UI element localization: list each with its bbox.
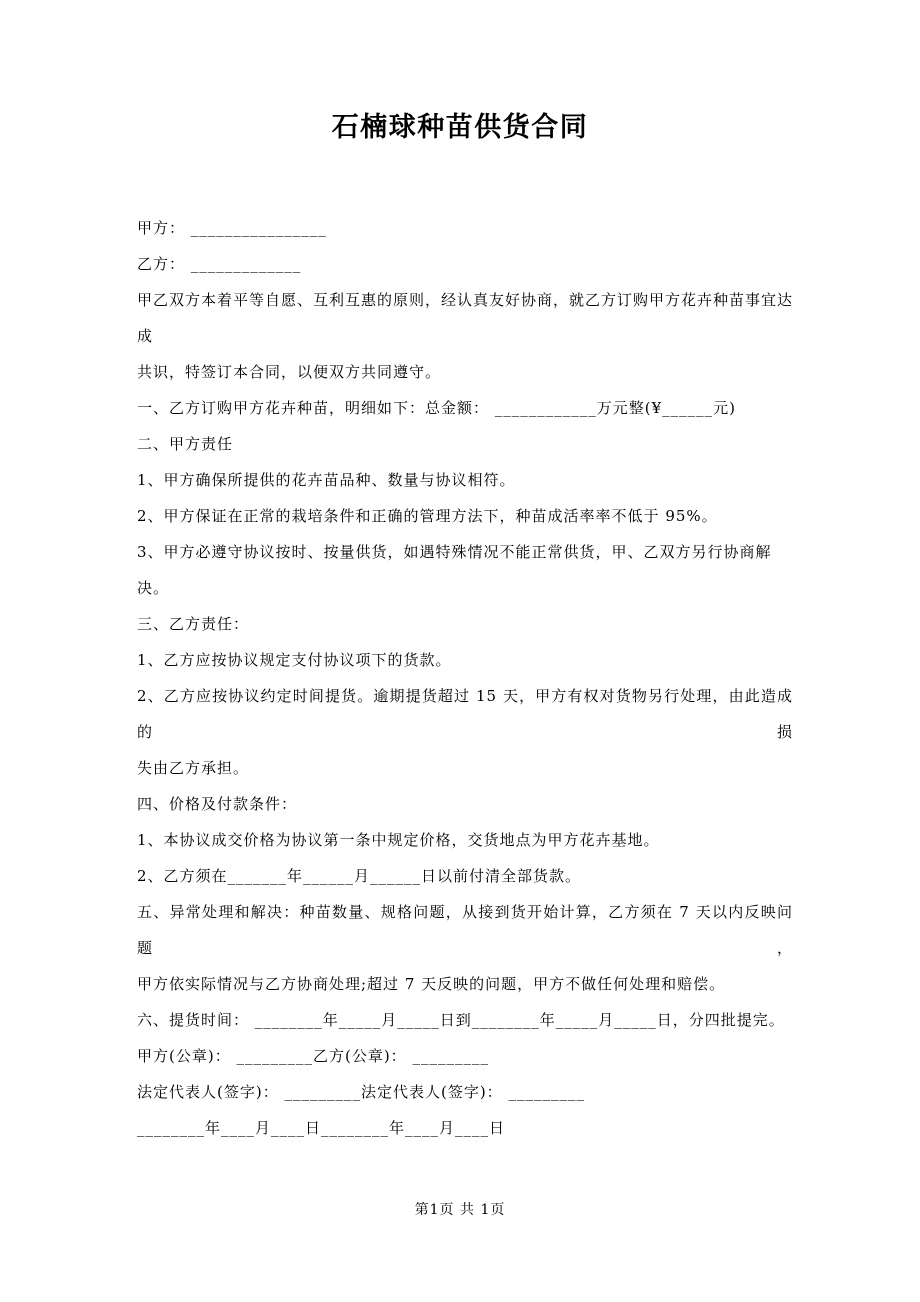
contract-line: 乙方： _____________ [137,255,302,273]
contract-line: 2、乙方须在_______年______月______日以前付清全部货款。 [137,867,582,885]
contract-line: 共识，特签订本合同，以便双方共同遵守。 [137,363,442,381]
contract-line: 3、甲方必遵守协议按时、按量供货，如遇特殊情况不能正常供货，甲、乙双方另行协商解决。 [137,543,772,597]
contract-line: 甲方依实际情况与乙方协商处理;超过 7 天反映的问题，甲方不做任何处理和赔偿。 [137,975,726,993]
contract-line: 三、乙方责任： [137,615,250,633]
contract-line: 二、甲方责任 [137,435,234,453]
contract-line: 甲乙双方本着平等自愿、互利互惠的原则，经认真友好协商，就乙方订购甲方花卉种苗事宜达成 [137,291,793,345]
contract-line: 六、提货时间： ________年_____月_____日到________年_____月_____日，分四批提完。 [137,1011,785,1029]
contract-line: 2、乙方应按协议约定时间提货。逾期提货超过 15 天，甲方有权对货物另行处理，由此造成的损 [137,687,793,741]
contract-line: 失由乙方承担。 [137,759,250,777]
contract-line: 甲方(公章)： _________乙方(公章)： _________ [137,1047,489,1065]
contract-line: 一、乙方订购甲方花卉种苗，明细如下：总金额： ____________万元整(¥______元) [137,399,737,417]
page-footer: 第1页 共 1页 [414,1202,506,1218]
contract-line: 2、甲方保证在正常的栽培条件和正确的管理方法下，种苗成活率率不低于 95%。 [137,507,718,525]
contract-line: 1、本协议成交价格为协议第一条中规定价格，交货地点为甲方花卉基地。 [137,831,660,849]
document-title: 石楠球种苗供货合同 [331,112,589,143]
contract-line: ________年____月____日________年____月____日 [137,1119,506,1137]
contract-line: 甲方： ________________ [137,219,327,237]
contract-line: 法定代表人(签字)： _________法定代表人(签字)： _________ [137,1083,585,1101]
contract-line: 1、甲方确保所提供的花卉苗品种、数量与协议相符。 [137,471,516,489]
document-body [137,210,793,1146]
contract-line: 四、价格及付款条件： [137,795,298,813]
contract-line: 五、异常处理和解决：种苗数量、规格问题，从接到货开始计算，乙方须在 7 天以内反映问题， [137,903,793,957]
contract-line: 1、乙方应按协议规定支付协议项下的货款。 [137,651,452,669]
